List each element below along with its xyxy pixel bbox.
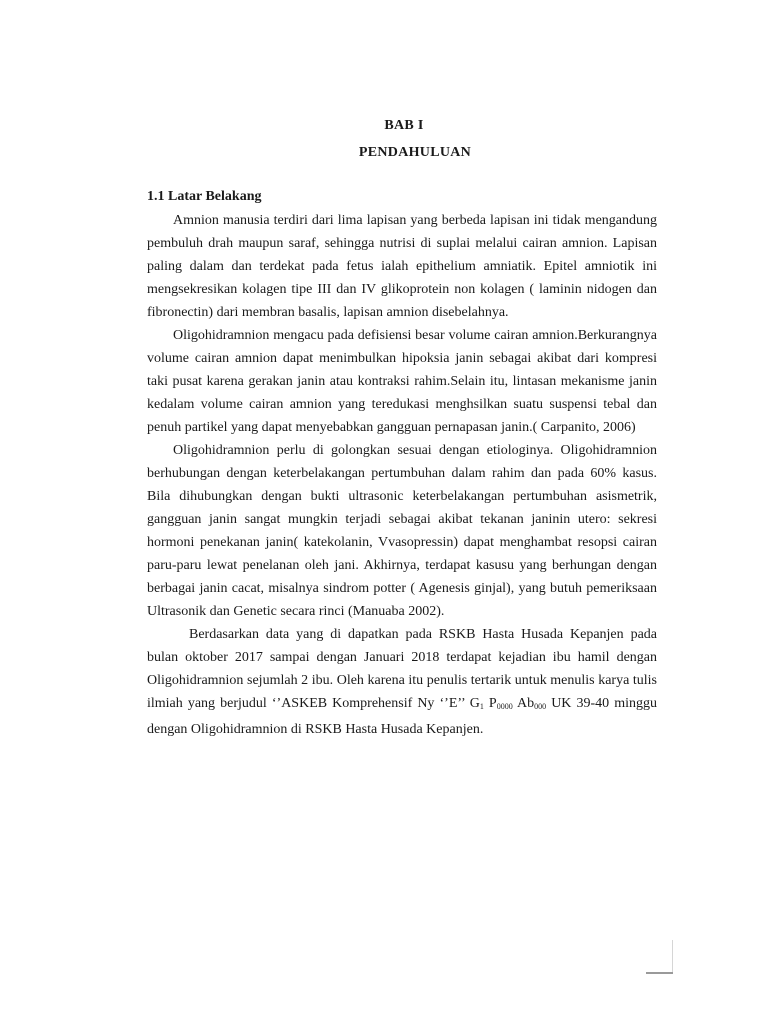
para-label: P (483, 696, 497, 711)
page-corner-mark (672, 940, 673, 974)
footer-rule (646, 972, 673, 974)
paragraph-data-rskb (147, 623, 657, 741)
section-heading: 1.1 Latar Belakang (147, 189, 262, 204)
abortus-subscript: 000 (534, 702, 547, 711)
paragraph-data-rskb-end: UK 39-40 minggu dengan Oligohidramnion di RSKB Hasta Husada Kepanjen. (147, 696, 658, 737)
paragraph-amnion: Amnion manusia terdiri dari lima lapisan yang berbeda lapisan ini tidak mengandung pembuluh drah maupun saraf, sehingga nutrisi di suplai melalui cairan amnion. Lapisan paling dalam dan terdekat pada fetus ialah epithelium amniatik. Epitel amniotik ini mengsekresikan kolagen tipe III dan IV glikoprotein non kolagen ( laminin nidogen dan fibronectin) dari membran basalis, lapisan amnion disebelahnya. (147, 213, 657, 320)
chapter-title: PENDAHULUAN (358, 145, 472, 160)
body-text (147, 209, 657, 741)
gravida-subscript: 1 (479, 702, 484, 711)
paragraph-oligohidramnion-definition: Oligohidramnion mengacu pada defisiensi besar volume cairan amnion.Berkurangnya volume cairan amnion dapat menimbulkan hipoksia janin sebagai akibat dari kompresi taki pusat karena gerakan janin atau kontraksi rahim.Selain itu, lintasan mekanisme janin kedalam volume cairan amnion yang teredukasi menghsilkan suatu suspensi tebal dan penuh partikel yang dapat menyebabkan gangguan pernapasan janin.( Carpanito, 2006) (147, 328, 657, 435)
paragraph-data-rskb-text: Berdasarkan data yang di dapatkan pada RSKB Hasta Husada Kepanjen pada bulan oktober 2017 sampai dengan Januari 2018 terdapat kejadian ibu hamil dengan Oligohidramnion sejumlah 2 ibu. Oleh karena itu penulis tertarik untuk menulis karya tulis ilmiah yang berjudul ‘’ASKEB Komprehensif Ny ‘’E’’ G (147, 627, 657, 711)
abortus-label: Ab (512, 696, 535, 711)
paragraph-etiology: Oligohidramnion perlu di golongkan sesuai dengan etiologinya. Oligohidramnion berhubungan dengan keterbelakangan pertumbuhan dalam rahim dan pada 60% kasus. Bila dihubungkan dengan bukti ultrasonic keterbelakangan pertumbuhan asismetrik, gangguan janin sangat mungkin terjadi sebagai akibat tekanan janinin utero: sekresi hormoni penekanan janin( katekolanin, Vvasopressin) dapat menghambat resopsi cairan paru-paru lewat penelanan oleh jani. Akhirnya, terdapat kasusu yang berhungan dengan berbagai janin cacat, misalnya sindrom potter ( Agenesis ginjal), yang butuh pemeriksaan Ultrasonik dan Genetic secara rinci (Manuaba 2002). (147, 443, 657, 619)
para-subscript: 0000 (496, 702, 513, 711)
chapter-number: BAB I (384, 118, 424, 133)
